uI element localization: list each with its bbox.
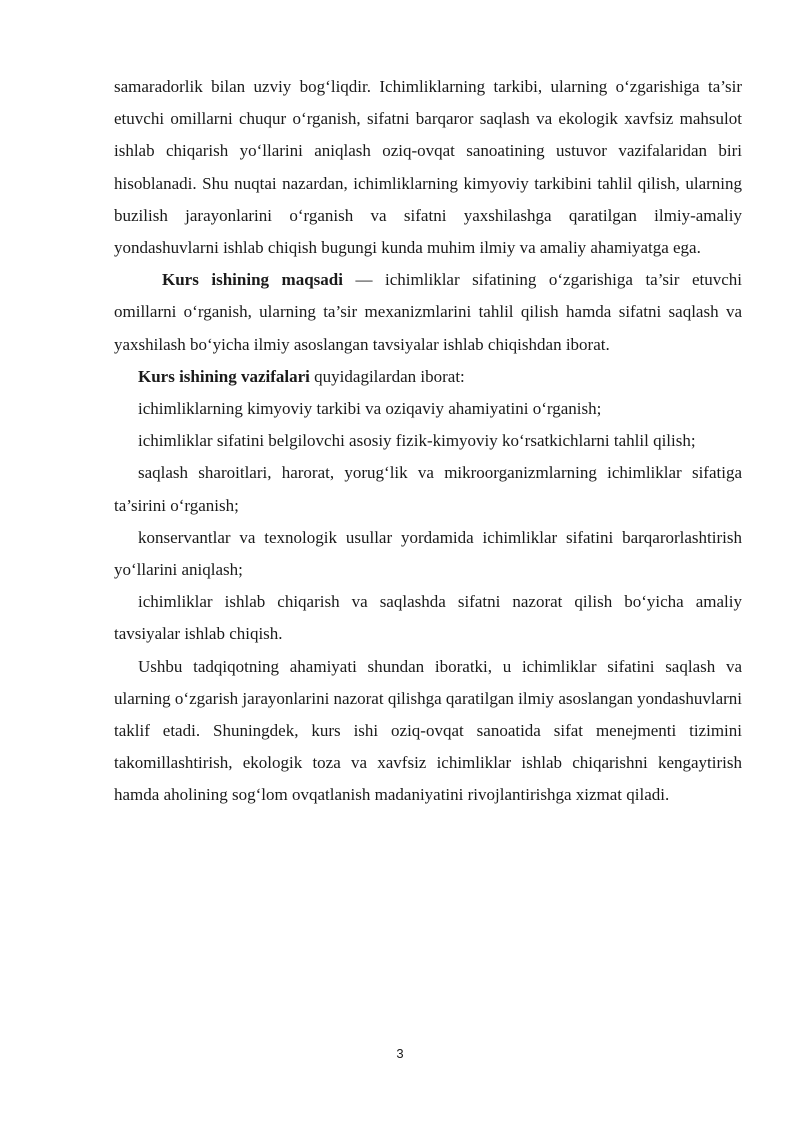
tasks-text: quyidagilardan iborat:	[309, 366, 465, 386]
goal-text: — ichimliklar sifatining o‘zgarishiga ta’sir etuvchi omillarni o‘rganish, ularning ta’sir mexanizmlarini tahlil qilish hamda sifatni saqlash va yaxshilash bo‘yicha ilmiy asoslangan tavsiyalar ishlab chiqishdan iborat.	[114, 270, 742, 354]
significance-paragraph: Ushbu tadqiqotning ahamiyati shundan iboratki, u ichimliklar sifatini saqlash va ularning o‘zgarish jarayonlarini nazorat qilishga qaratilgan ilmiy asoslangan yondashuvlarni taklif etadi. Shuningdek, kurs ishi oziq-ovqat sanoatida sifat menejmenti tizimini takomillashtirish, ekologik toza va xavfsiz ichimliklar ishlab chiqarishni kengaytirish hamda aholining sog‘lom ovqatlanish madaniyatini rivojlantirishga xizmat qiladi.	[114, 656, 742, 805]
task-item: konservantlar va texnologik usullar yordamida ichimliklar sifatini barqarorlashtirish yo‘llarini aniqlash;	[114, 527, 742, 580]
document-page	[114, 71, 742, 812]
task-item: saqlash sharoitlari, harorat, yorug‘lik va mikroorganizmlarning ichimliklar sifatiga ta’sirini o‘rganish;	[114, 463, 742, 515]
tasks-label: Kurs ishining vazifalari	[138, 366, 310, 386]
intro-paragraph: samaradorlik bilan uzviy bog‘liqdir. Ichimliklarning tarkibi, ularning o‘zgarishiga ta’sir etuvchi omillarni chuqur o‘rganish, sifatni barqaror saqlash va ekologik xavfsiz mahsulot ishlab chiqarish yo‘llarini aniqlash oziq-ovqat sanoatining ustuvor vazifalaridan biri hisoblanadi. Shu nuqtai nazardan, ichimliklarning kimyoviy tarkibini tahlil qilish, ularning buzilish jarayonlarini o‘rganish va sifatni yaxshilashga qaratilgan ilmiy-amaliy yondashuvlarni ishlab chiqish bugungi kunda muhim ilmiy va amaliy ahamiyatga ega.	[114, 77, 742, 258]
goal-label: Kurs ishining maqsadi	[162, 270, 343, 290]
task-item: ichimliklarning kimyoviy tarkibi va oziqaviy ahamiyatini o‘rganish;	[138, 399, 602, 419]
page-number: 3	[396, 1046, 404, 1061]
tasks-intro-paragraph	[114, 361, 742, 393]
goal-paragraph	[114, 264, 742, 361]
task-item: ichimliklar sifatini belgilovchi asosiy fizik-kimyoviy ko‘rsatkichlarni tahlil qilish;	[138, 431, 696, 451]
task-item: ichimliklar ishlab chiqarish va saqlashda sifatni nazorat qilish bo‘yicha amaliy tavsiyalar ishlab chiqish.	[114, 592, 742, 644]
